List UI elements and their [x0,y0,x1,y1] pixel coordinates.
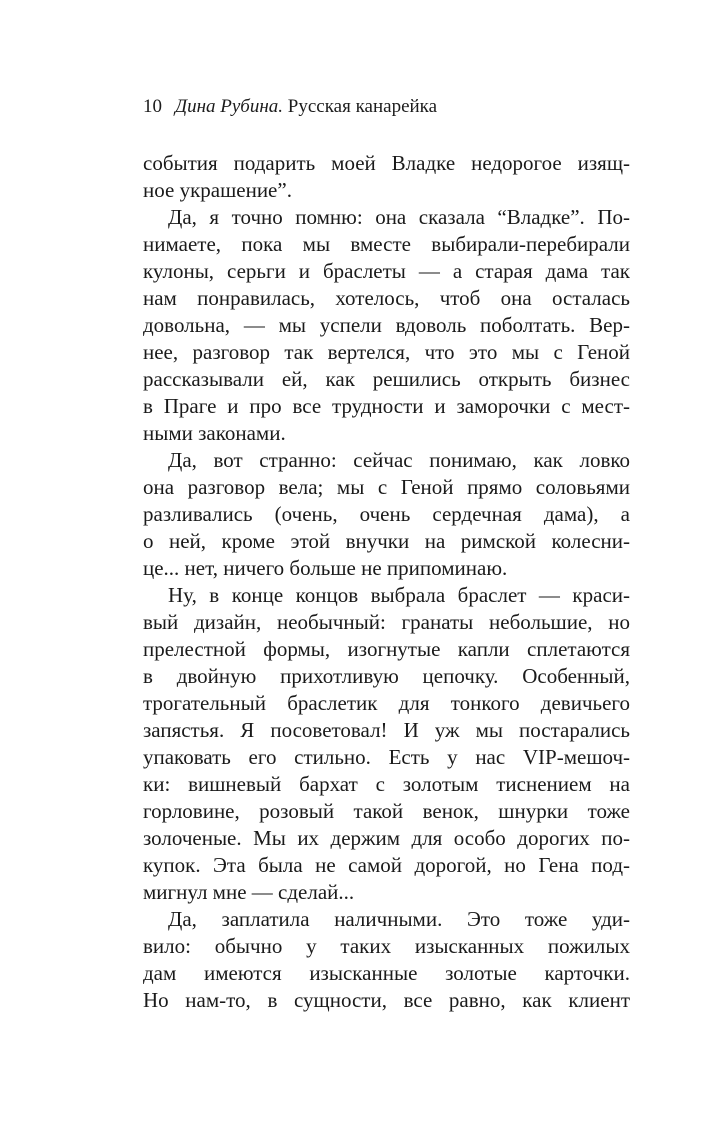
text-line: в Праге и про все трудности и заморочки с мест- [143,394,630,418]
text-line: кулоны, серьги и браслеты — а старая дама так [143,259,630,283]
text-line: она разговор вела; мы с Геной прямо соловьями [143,475,630,499]
paragraph [143,906,630,1014]
text-line: Ну, в конце концов выбрала браслет — краси- [168,583,630,607]
text-line: нимаете, пока мы вместе выбирали-перебирали [143,232,630,256]
text-line: Да, заплатила наличными. Это тоже уди- [168,907,630,931]
text-line: дам имеются изысканные золотые карточки. [143,961,630,985]
text-line: о ней, кроме этой внучки на римской колесни- [143,529,630,553]
text-line: рассказывали ей, как решились открыть бизнес [143,367,630,391]
text-line: вило: обычно у таких изысканных пожилых [143,934,630,958]
paragraph [143,150,630,204]
text-line: трогательный браслетик для тонкого девичьего [143,691,630,715]
text-line: ными законами. [143,421,286,445]
text-line: в двойную прихотливую цепочку. Особенный, [143,664,630,688]
author-name: Дина Рубина. [175,96,284,117]
text-line: упаковать его стильно. Есть у нас VIP-мешоч- [143,745,630,769]
text-line: мигнул мне — сделай... [143,880,355,904]
text-line: ное украшение”. [143,178,292,202]
paragraph [143,447,630,582]
paragraph [143,204,630,447]
text-line: Да, я точно помню: она сказала “Владке”. По- [168,205,630,229]
text-line: нам понравилась, хотелось, чтоб она осталась [143,286,630,310]
text-line: купок. Эта была не самой дорогой, но Гена под- [143,853,630,877]
text-line: разливались (очень, очень сердечная дама), а [143,502,630,526]
text-line: вый дизайн, необычный: гранаты небольшие, но [143,610,630,634]
text-line: события подарить моей Владке недорогое изящ- [143,151,630,175]
running-header [143,95,630,119]
text-line: прелестной формы, изогнутые капли сплетаются [143,637,630,661]
text-line: горловине, розовый такой венок, шнурки тоже [143,799,630,823]
text-line: золоченые. Мы их держим для особо дорогих по- [143,826,630,850]
text-line: нее, разговор так вертелся, что это мы с Геной [143,340,630,364]
text-line: запястья. Я посоветовал! И уж мы постарались [143,718,630,742]
text-line: Да, вот странно: сейчас понимаю, как ловко [168,448,630,472]
text-line: це... нет, ничего больше не припоминаю. [143,556,508,580]
page-number: 10 [143,96,162,117]
text-line: Но нам-то, в сущности, все равно, как клиент [143,988,630,1012]
paragraph [143,582,630,906]
book-title: Русская канарейка [287,96,438,117]
text-line: довольна, — мы успели вдоволь поболтать. Вер- [143,313,630,337]
page-text [143,150,630,1014]
text-line: ки: вишневый бархат с золотым тиснением на [143,772,630,796]
